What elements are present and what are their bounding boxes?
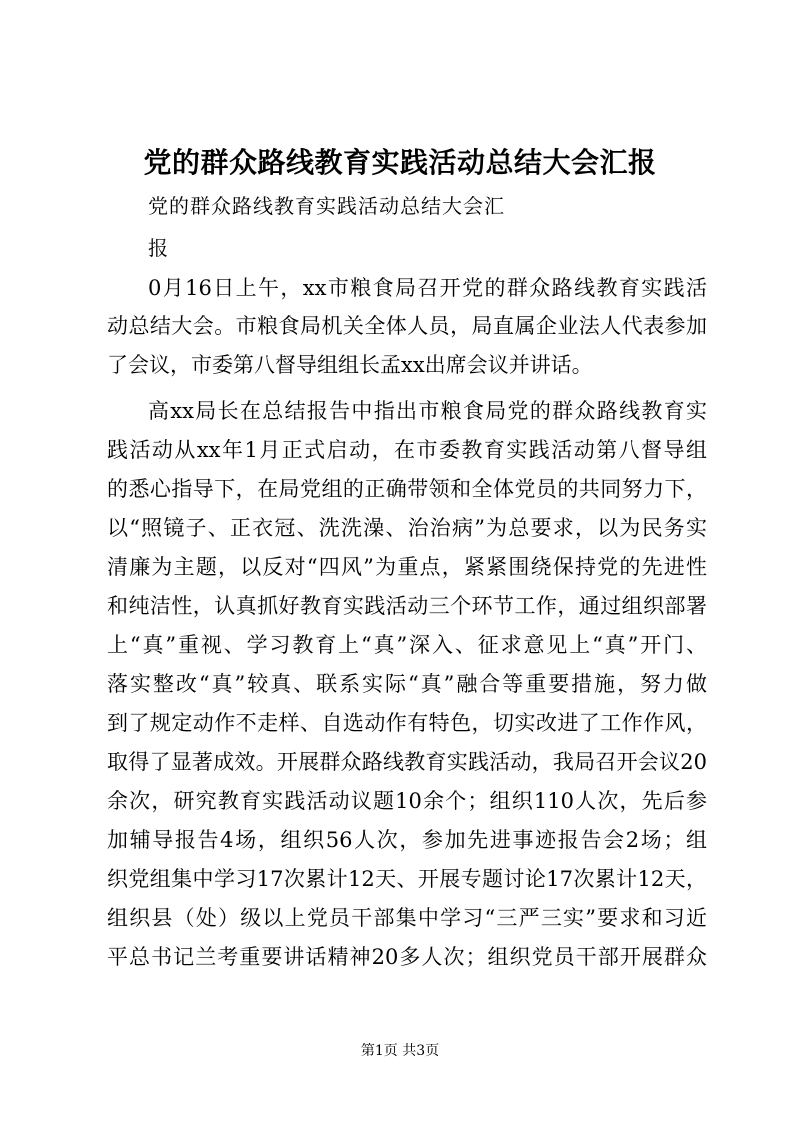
paragraph-line: 清廉为主题，以反对“四风”为重点，紧紧围绕保持党的先进性 <box>107 555 707 579</box>
paragraph-line: 和纯洁性，认真抓好教育实践活动三个环节工作，通过组织部署 <box>107 594 707 618</box>
paragraph-line: 以“照镜子、正衣冠、洗洗澡、治治病”为总要求，以为民务实 <box>107 516 707 540</box>
paragraph-line: 了会议，市委第八督导组组长孟xx出席会议并讲话。 <box>107 353 593 377</box>
subtitle: 党的群众路线教育实践活动总结大会汇 <box>148 194 505 218</box>
paragraph-line: 践活动从xx年1月正式启动，在市委教育实践活动第八督导组 <box>107 438 707 462</box>
paragraph-line: 组织县（处）级以上党员干部集中学习“三严三实”要求和习近 <box>107 906 707 930</box>
paragraph-line: 余次，研究教育实践活动议题10余个；组织110人次，先后参 <box>107 789 707 813</box>
paragraph-line: 落实整改“真”较真、联系实际“真”融合等重要措施，努力做 <box>107 672 707 696</box>
paragraph-line: 平总书记兰考重要讲话精神20多人次；组织党员干部开展群众 <box>107 945 707 969</box>
paragraph-line: 织党组集中学习17次累计12天、开展专题讨论17次累计12天， <box>107 867 707 891</box>
page-number-footer: 第1页 共3页 <box>360 1043 440 1059</box>
paragraph-line: 高xx局长在总结报告中指出市粮食局党的群众路线教育实 <box>148 399 707 423</box>
paragraph-line: 上“真”重视、学习教育上“真”深入、征求意见上“真”开门、 <box>107 633 707 657</box>
paragraph-line: 动总结大会。市粮食局机关全体人员，局直属企业法人代表参加 <box>107 314 707 338</box>
page-title: 党的群众路线教育实践活动总结大会汇报 <box>143 146 657 179</box>
paragraph-line: 到了规定动作不走样、自选动作有特色，切实改进了工作作风， <box>107 711 707 735</box>
paragraph-line: 取得了显著成效。开展群众路线教育实践活动，我局召开会议20 <box>107 750 707 774</box>
subtitle-continuation: 报 <box>148 236 168 260</box>
paragraph-line: 的悉心指导下，在局党组的正确带领和全体党员的共同努力下， <box>107 477 707 501</box>
paragraph-line: 加辅导报告4场，组织56人次，参加先进事迹报告会2场；组 <box>107 828 707 852</box>
paragraph-line: 0月16日上午，xx市粮食局召开党的群众路线教育实践活 <box>148 276 707 300</box>
